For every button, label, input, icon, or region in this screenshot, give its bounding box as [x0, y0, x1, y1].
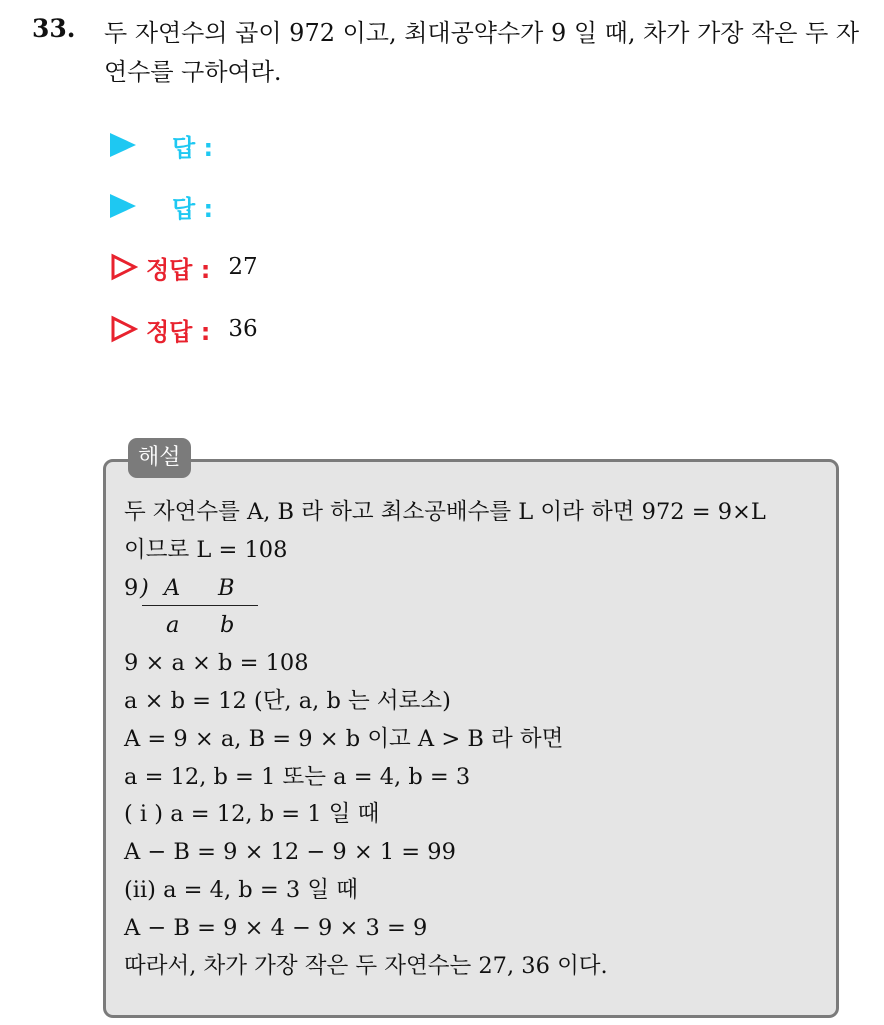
outline-arrow-icon [110, 315, 138, 343]
solution-line: A − B = 9 × 12 − 9 × 1 = 99 [124, 839, 456, 866]
division-diagram [124, 570, 836, 646]
solution-tag: 해설 [128, 438, 191, 478]
answer-blank-row [110, 125, 213, 165]
correct-answer-value: 27 [228, 254, 258, 280]
answer-blank-row [110, 186, 213, 226]
division-paren: ) [140, 574, 149, 601]
solution-line: a = 12, b = 1 또는 a = 4, b = 3 [124, 763, 471, 790]
question-number: 33. [32, 14, 76, 43]
solution-line: A = 9 × a, B = 9 × b 이고 A > B 라 하면 [124, 725, 564, 752]
correct-answer-row [110, 247, 258, 287]
division-divisor: 9 [124, 574, 139, 601]
division-bottom-row [142, 607, 258, 645]
correct-answer-value: 36 [228, 316, 258, 342]
solution-line: 이므로 L = 108 [124, 536, 288, 563]
solution-line: 따라서, 차가 가장 작은 두 자연수는 27, 36 이다. [124, 952, 608, 979]
answer-label: 답 : [172, 133, 214, 162]
correct-answer-label: 정답 : [146, 317, 211, 346]
division-top-b: B [218, 574, 235, 601]
division-bottom-a: a [166, 612, 180, 639]
play-arrow-icon [110, 194, 136, 218]
solution-line: 9 × a × b = 108 [124, 650, 309, 677]
solution-line: ( i ) a = 12, b = 1 일 때 [124, 801, 380, 828]
play-arrow-icon [110, 133, 136, 157]
solution-line: a × b = 12 (단, a, b 는 서로소) [124, 687, 451, 714]
division-top-a: A [164, 574, 181, 601]
outline-arrow-icon [110, 253, 138, 281]
solution-line: 두 자연수를 A, B 라 하고 최소공배수를 L 이라 하면 972 = 9×L [124, 499, 766, 525]
solution-line: (ii) a = 4, b = 3 일 때 [124, 876, 358, 903]
question-text: 두 자연수의 곱이 972 이고, 최대공약수가 9 일 때, 차가 가장 작은 두 자연수를 구하여라. [104, 19, 860, 86]
answer-label: 답 : [172, 194, 214, 223]
solution-line: A − B = 9 × 4 − 9 × 3 = 9 [124, 914, 428, 941]
division-bottom-b: b [220, 612, 235, 639]
division-top-row [142, 570, 258, 606]
solution-body [124, 494, 836, 985]
correct-answer-label: 정답 : [146, 255, 211, 284]
correct-answer-row [110, 309, 258, 349]
